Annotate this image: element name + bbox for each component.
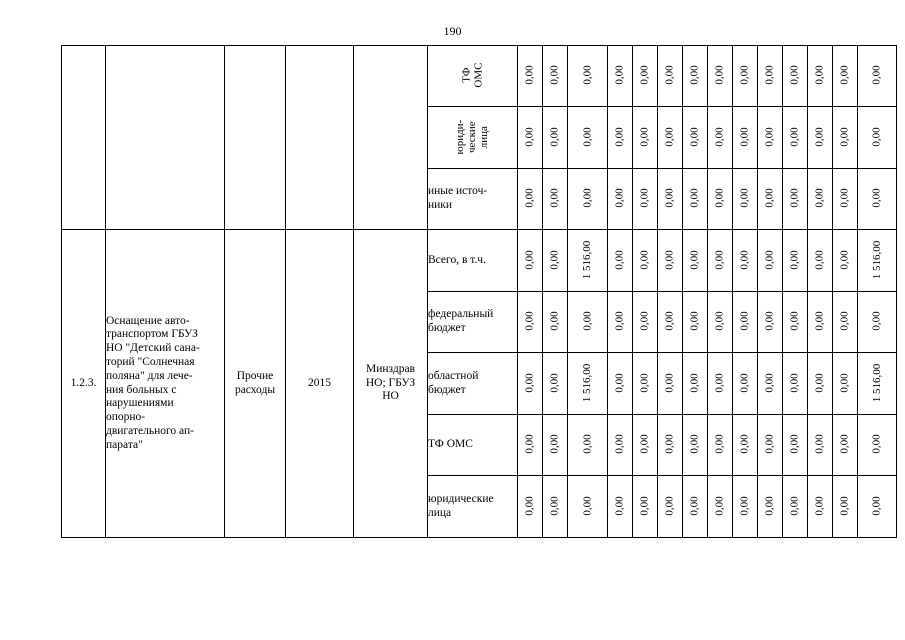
value-cell-text: 0,00 [763, 373, 776, 393]
value-cell [782, 292, 807, 353]
value-cell-text: 0,00 [581, 65, 594, 85]
value-cell [632, 46, 657, 107]
value-cell-text: 0,00 [581, 127, 594, 147]
value-cell [682, 230, 707, 292]
value-cell [543, 476, 568, 538]
value-cell-text: 0,00 [548, 188, 561, 208]
value-cell-text: 0,00 [763, 250, 776, 270]
value-cell-text: 0,00 [638, 496, 651, 516]
value-cell [807, 292, 832, 353]
value-cell [732, 169, 757, 230]
value-cell-text: 0,00 [870, 434, 883, 454]
value-cell [607, 46, 632, 107]
value-cell-text: 0,00 [838, 373, 851, 393]
value-cell [857, 476, 897, 538]
value-cell [518, 107, 543, 169]
value-cell [832, 292, 857, 353]
value-cell-text: 0,00 [788, 434, 801, 454]
value-cell [757, 230, 782, 292]
value-cell [832, 230, 857, 292]
value-cell-text: 0,00 [838, 250, 851, 270]
value-cell [857, 230, 897, 292]
value-cell [543, 353, 568, 415]
value-cell [632, 169, 657, 230]
source-cell: Всего, в т.ч. [428, 230, 518, 292]
value-cell-text: 0,00 [763, 188, 776, 208]
value-cell [807, 230, 832, 292]
value-cell [657, 292, 682, 353]
value-cell [857, 353, 897, 415]
value-cell [707, 46, 732, 107]
value-cell-text: 0,00 [523, 65, 536, 85]
value-cell-text: 0,00 [788, 65, 801, 85]
value-cell [782, 107, 807, 169]
value-cell [782, 46, 807, 107]
value-cell [832, 107, 857, 169]
blank-year-cell [286, 46, 354, 230]
value-cell [782, 476, 807, 538]
value-cell [707, 476, 732, 538]
value-cell [657, 169, 682, 230]
source-cell: юридические лица [428, 476, 518, 538]
value-cell-text: 0,00 [738, 250, 751, 270]
value-cell [518, 292, 543, 353]
value-cell-text: 0,00 [663, 496, 676, 516]
value-cell [543, 107, 568, 169]
value-cell-text: 0,00 [838, 496, 851, 516]
value-cell [782, 230, 807, 292]
value-cell [757, 415, 782, 476]
value-cell-text: 0,00 [788, 188, 801, 208]
table-row [62, 230, 897, 292]
value-cell-text: 0,00 [613, 65, 626, 85]
source-cell: федеральный бюджет [428, 292, 518, 353]
value-cell [832, 46, 857, 107]
value-cell-text: 0,00 [813, 373, 826, 393]
value-cell-text: 0,00 [788, 311, 801, 331]
value-cell [732, 476, 757, 538]
value-cell [543, 230, 568, 292]
value-cell [807, 169, 832, 230]
value-cell-text: 0,00 [523, 373, 536, 393]
value-cell [782, 415, 807, 476]
value-cell-text: 0,00 [838, 188, 851, 208]
value-cell [632, 292, 657, 353]
value-cell-text: 0,00 [688, 188, 701, 208]
value-cell [682, 476, 707, 538]
value-cell-text: 0,00 [870, 65, 883, 85]
value-cell-text: 0,00 [713, 434, 726, 454]
value-cell [757, 353, 782, 415]
value-cell-text: 0,00 [838, 65, 851, 85]
item-name: Оснащение авто- транспортом ГБУЗ НО "Детский сана- торий "Солнечная поляна" для лече- ния больных с нарушениями опорно- двигательного ап- парата" [106, 230, 225, 538]
value-cell-text: 0,00 [523, 188, 536, 208]
value-cell [807, 46, 832, 107]
value-cell-text: 0,00 [663, 373, 676, 393]
value-cell-text: 0,00 [713, 311, 726, 331]
value-cell-text: 0,00 [870, 127, 883, 147]
value-cell-text: 0,00 [713, 373, 726, 393]
value-cell [543, 169, 568, 230]
value-cell [657, 46, 682, 107]
value-cell [857, 107, 897, 169]
value-cell-text: 0,00 [523, 127, 536, 147]
blank-name-cell [106, 46, 225, 230]
value-cell [543, 415, 568, 476]
value-cell-text: 0,00 [813, 434, 826, 454]
value-cell [707, 169, 732, 230]
value-cell [857, 46, 897, 107]
value-cell [682, 169, 707, 230]
value-cell-text: 1 516,00 [870, 363, 883, 402]
value-cell [518, 415, 543, 476]
value-cell [657, 353, 682, 415]
value-cell-text: 1 516,00 [870, 240, 883, 279]
value-cell-text: 0,00 [523, 250, 536, 270]
value-cell-text: 0,00 [638, 188, 651, 208]
value-cell-text: 0,00 [738, 311, 751, 331]
value-cell-text: 0,00 [870, 496, 883, 516]
value-cell-text: 0,00 [613, 188, 626, 208]
value-cell-text: 0,00 [688, 373, 701, 393]
value-cell [832, 476, 857, 538]
source-cell-text: ТФ ОМС [460, 62, 485, 88]
value-cell [732, 230, 757, 292]
value-cell [632, 415, 657, 476]
value-cell-text: 0,00 [713, 127, 726, 147]
value-cell [518, 476, 543, 538]
value-cell-text: 0,00 [813, 65, 826, 85]
value-cell [682, 353, 707, 415]
value-cell [607, 107, 632, 169]
value-cell-text: 0,00 [688, 127, 701, 147]
value-cell-text: 0,00 [548, 250, 561, 270]
value-cell-text: 0,00 [688, 434, 701, 454]
value-cell-text: 0,00 [738, 496, 751, 516]
value-cell-text: 0,00 [581, 188, 594, 208]
source-cell [428, 107, 518, 169]
value-cell-text: 0,00 [638, 250, 651, 270]
value-cell-text: 0,00 [688, 311, 701, 331]
value-cell-text: 1 516,00 [581, 363, 594, 402]
value-cell-text: 1 516,00 [581, 240, 594, 279]
value-cell [632, 230, 657, 292]
value-cell [568, 230, 608, 292]
value-cell-text: 0,00 [581, 311, 594, 331]
value-cell-text: 0,00 [613, 311, 626, 331]
expense-type: Прочие расходы [225, 230, 286, 538]
source-cell: ТФ ОМС [428, 415, 518, 476]
value-cell-text: 0,00 [813, 127, 826, 147]
value-cell [518, 46, 543, 107]
value-cell [807, 476, 832, 538]
value-cell [632, 476, 657, 538]
value-cell-text: 0,00 [523, 434, 536, 454]
value-cell-text: 0,00 [763, 496, 776, 516]
value-cell [707, 353, 732, 415]
year: 2015 [286, 230, 354, 538]
value-cell [543, 46, 568, 107]
source-cell-text: юриди- ческие лица [454, 119, 491, 155]
value-cell [607, 230, 632, 292]
value-cell-text: 0,00 [788, 250, 801, 270]
value-cell-text: 0,00 [688, 496, 701, 516]
value-cell-text: 0,00 [613, 250, 626, 270]
value-cell [757, 46, 782, 107]
value-cell [682, 415, 707, 476]
value-cell [707, 415, 732, 476]
table-row [62, 46, 897, 107]
value-cell [607, 292, 632, 353]
value-cell-text: 0,00 [763, 65, 776, 85]
value-cell [732, 107, 757, 169]
value-cell [757, 107, 782, 169]
value-cell [807, 107, 832, 169]
value-cell-text: 0,00 [548, 127, 561, 147]
value-cell-text: 0,00 [581, 496, 594, 516]
value-cell [857, 292, 897, 353]
value-cell-text: 0,00 [613, 127, 626, 147]
value-cell-text: 0,00 [663, 311, 676, 331]
value-cell-text: 0,00 [738, 127, 751, 147]
value-cell-text: 0,00 [813, 250, 826, 270]
value-cell-text: 0,00 [813, 311, 826, 331]
value-cell-text: 0,00 [738, 65, 751, 85]
value-cell-text: 0,00 [523, 311, 536, 331]
value-cell-text: 0,00 [613, 496, 626, 516]
value-cell-text: 0,00 [663, 250, 676, 270]
value-cell [543, 292, 568, 353]
value-cell [682, 107, 707, 169]
value-cell [518, 230, 543, 292]
value-cell-text: 0,00 [813, 188, 826, 208]
value-cell [782, 353, 807, 415]
value-cell-text: 0,00 [738, 373, 751, 393]
value-cell-text: 0,00 [788, 373, 801, 393]
value-cell-text: 0,00 [788, 496, 801, 516]
value-cell [632, 107, 657, 169]
value-cell [607, 415, 632, 476]
value-cell [757, 292, 782, 353]
value-cell-text: 0,00 [788, 127, 801, 147]
value-cell-text: 0,00 [548, 65, 561, 85]
value-cell [757, 169, 782, 230]
value-cell-text: 0,00 [688, 250, 701, 270]
value-cell [568, 476, 608, 538]
value-cell-text: 0,00 [523, 496, 536, 516]
value-cell [707, 107, 732, 169]
value-cell [657, 476, 682, 538]
value-cell-text: 0,00 [548, 434, 561, 454]
value-cell-text: 0,00 [763, 311, 776, 331]
value-cell-text: 0,00 [838, 311, 851, 331]
value-cell-text: 0,00 [713, 250, 726, 270]
value-cell-text: 0,00 [688, 65, 701, 85]
value-cell-text: 0,00 [870, 311, 883, 331]
value-cell [568, 353, 608, 415]
value-cell-text: 0,00 [638, 373, 651, 393]
value-cell-text: 0,00 [813, 496, 826, 516]
value-cell-text: 0,00 [713, 496, 726, 516]
value-cell [657, 107, 682, 169]
value-cell [568, 107, 608, 169]
value-cell [607, 353, 632, 415]
value-cell [607, 476, 632, 538]
value-cell [857, 169, 897, 230]
value-cell [732, 46, 757, 107]
source-cell: областной бюджет [428, 353, 518, 415]
budget-table [61, 45, 897, 538]
value-cell-text: 0,00 [663, 434, 676, 454]
value-cell [682, 292, 707, 353]
page-number: 190 [443, 24, 462, 38]
value-cell [832, 353, 857, 415]
value-cell [657, 230, 682, 292]
value-cell-text: 0,00 [638, 434, 651, 454]
value-cell [632, 353, 657, 415]
value-cell-text: 0,00 [713, 188, 726, 208]
value-cell-text: 0,00 [713, 65, 726, 85]
value-cell [732, 292, 757, 353]
value-cell-text: 0,00 [548, 496, 561, 516]
value-cell-text: 0,00 [838, 434, 851, 454]
value-cell [568, 415, 608, 476]
value-cell [832, 415, 857, 476]
value-cell-text: 0,00 [548, 373, 561, 393]
item-number: 1.2.3. [62, 230, 106, 538]
value-cell [707, 292, 732, 353]
value-cell [807, 415, 832, 476]
value-cell [568, 169, 608, 230]
value-cell-text: 0,00 [613, 434, 626, 454]
value-cell [568, 292, 608, 353]
blank-executor-cell [354, 46, 428, 230]
value-cell [732, 353, 757, 415]
value-cell-text: 0,00 [638, 127, 651, 147]
value-cell-text: 0,00 [663, 65, 676, 85]
value-cell-text: 0,00 [581, 434, 594, 454]
value-cell-text: 0,00 [870, 188, 883, 208]
value-cell-text: 0,00 [613, 373, 626, 393]
value-cell-text: 0,00 [663, 188, 676, 208]
executor: Минздрав НО; ГБУЗ НО [354, 230, 428, 538]
value-cell [757, 476, 782, 538]
value-cell [518, 169, 543, 230]
value-cell-text: 0,00 [638, 65, 651, 85]
value-cell [607, 169, 632, 230]
blank-expense-cell [225, 46, 286, 230]
value-cell [518, 353, 543, 415]
value-cell [657, 415, 682, 476]
value-cell [682, 46, 707, 107]
value-cell-text: 0,00 [738, 434, 751, 454]
value-cell [857, 415, 897, 476]
value-cell-text: 0,00 [763, 127, 776, 147]
source-cell [428, 46, 518, 107]
value-cell [832, 169, 857, 230]
value-cell [707, 230, 732, 292]
value-cell-text: 0,00 [663, 127, 676, 147]
blank-number-cell [62, 46, 106, 230]
value-cell-text: 0,00 [738, 188, 751, 208]
value-cell-text: 0,00 [763, 434, 776, 454]
source-cell: иные источ- ники [428, 169, 518, 230]
value-cell [732, 415, 757, 476]
value-cell-text: 0,00 [548, 311, 561, 331]
value-cell-text: 0,00 [838, 127, 851, 147]
value-cell [782, 169, 807, 230]
value-cell [807, 353, 832, 415]
value-cell [568, 46, 608, 107]
value-cell-text: 0,00 [638, 311, 651, 331]
